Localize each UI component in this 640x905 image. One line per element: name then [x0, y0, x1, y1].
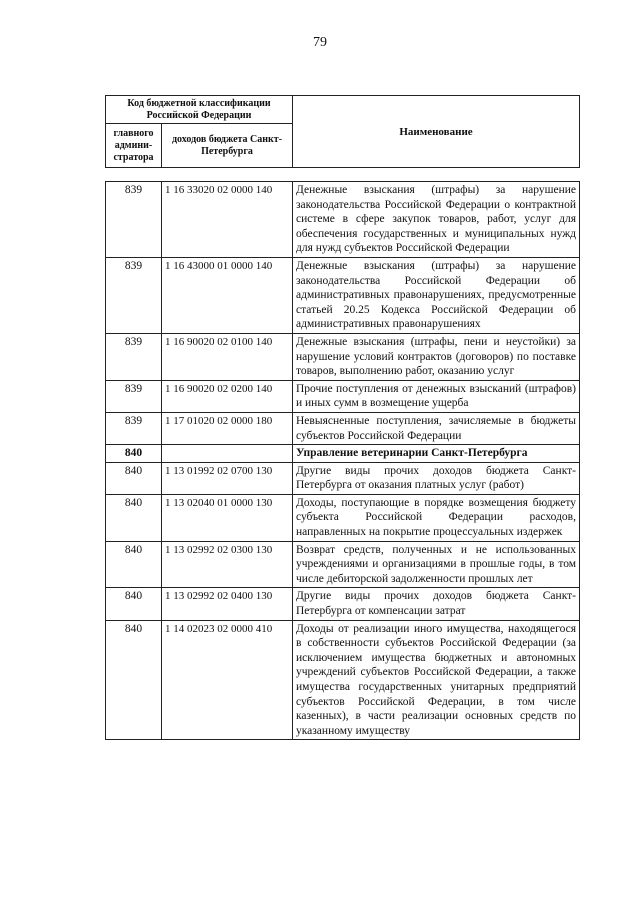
name-cell: Доходы, поступающие в порядке возмещения бюджету субъекта Российской Федерации расходов, направленных на покрытие процессуальных издержек	[293, 494, 580, 541]
name-cell: Денежные взыскания (штрафы, пени и неустойки) за нарушение условий контрактов (договоров) по поставке товаров, выполнению работ, оказанию услуг	[293, 333, 580, 380]
admin-code-cell: 840	[106, 588, 162, 620]
name-cell: Невыясненные поступления, зачисляемые в бюджеты субъектов Российской Федерации	[293, 412, 580, 444]
table-row	[106, 182, 580, 258]
table-row	[106, 620, 580, 740]
name-cell: Управление ветеринарии Санкт-Петербурга	[293, 445, 580, 463]
income-column-header: доходов бюджета Санкт-Петербурга	[162, 124, 293, 168]
table-row	[106, 541, 580, 588]
header-table	[105, 95, 580, 168]
admin-code-cell: 840	[106, 445, 162, 463]
table-row	[106, 462, 580, 494]
income-code-cell: 1 13 01992 02 0700 130	[162, 462, 293, 494]
admin-code-cell: 839	[106, 380, 162, 412]
table-row	[106, 412, 580, 444]
name-cell: Денежные взыскания (штрафы) за нарушение законодательства Российской Федерации об административных правонарушениях, предусмотренные статьей 20.25 Кодекса Российской Федерации об административных правонарушениях	[293, 257, 580, 333]
page-number: 79	[313, 35, 327, 50]
admin-code-cell: 840	[106, 620, 162, 740]
income-code-cell: 1 13 02992 02 0400 130	[162, 588, 293, 620]
income-code-cell: 1 16 90020 02 0200 140	[162, 380, 293, 412]
name-column-header: Наименование	[293, 96, 580, 168]
name-cell: Другие виды прочих доходов бюджета Санкт-Петербурга от оказания платных услуг (работ)	[293, 462, 580, 494]
table-row	[106, 494, 580, 541]
name-cell: Доходы от реализации иного имущества, находящегося в собственности субъектов Российской Федерации (за исключением имущества бюджетных и автономных учреждений субъектов Российской Федерации, а также имущества государственных унитарных предприятий субъектов Российской Федерации, в том числе казенных), в части реализации основных средств по указанному имуществу	[293, 620, 580, 740]
admin-column-header: главного админи-стратора	[106, 124, 162, 168]
budget-code-group-header: Код бюджетной классификации Российской Федерации	[106, 96, 293, 124]
income-code-cell: 1 14 02023 02 0000 410	[162, 620, 293, 740]
admin-code-cell: 840	[106, 541, 162, 588]
admin-code-cell: 839	[106, 333, 162, 380]
table-row	[106, 588, 580, 620]
table-row	[106, 257, 580, 333]
table-row	[106, 333, 580, 380]
table-row	[106, 380, 580, 412]
admin-code-cell: 839	[106, 412, 162, 444]
admin-code-cell: 840	[106, 494, 162, 541]
name-cell: Прочие поступления от денежных взысканий (штрафов) и иных сумм в возмещение ущерба	[293, 380, 580, 412]
income-code-cell: 1 13 02040 01 0000 130	[162, 494, 293, 541]
income-code-cell	[162, 445, 293, 463]
income-code-cell: 1 17 01020 02 0000 180	[162, 412, 293, 444]
admin-code-cell: 840	[106, 462, 162, 494]
admin-code-cell: 839	[106, 257, 162, 333]
income-code-cell: 1 16 33020 02 0000 140	[162, 182, 293, 258]
income-code-cell: 1 16 90020 02 0100 140	[162, 333, 293, 380]
name-cell: Возврат средств, полученных и не использованных учреждениями и организациями в прошлые годы, в том числе дебиторской задолженности прошлых лет	[293, 541, 580, 588]
admin-code-cell: 839	[106, 182, 162, 258]
table-row	[106, 445, 580, 463]
name-cell: Другие виды прочих доходов бюджета Санкт-Петербурга от компенсации затрат	[293, 588, 580, 620]
income-code-cell: 1 13 02992 02 0300 130	[162, 541, 293, 588]
income-code-cell: 1 16 43000 01 0000 140	[162, 257, 293, 333]
budget-table	[105, 181, 580, 740]
name-cell: Денежные взыскания (штрафы) за нарушение законодательства Российской Федерации о контрактной системе в сфере закупок товаров, работ, услуг для обеспечения государственных и муниципальных нужд для нужд субъектов Российской Федерации	[293, 182, 580, 258]
